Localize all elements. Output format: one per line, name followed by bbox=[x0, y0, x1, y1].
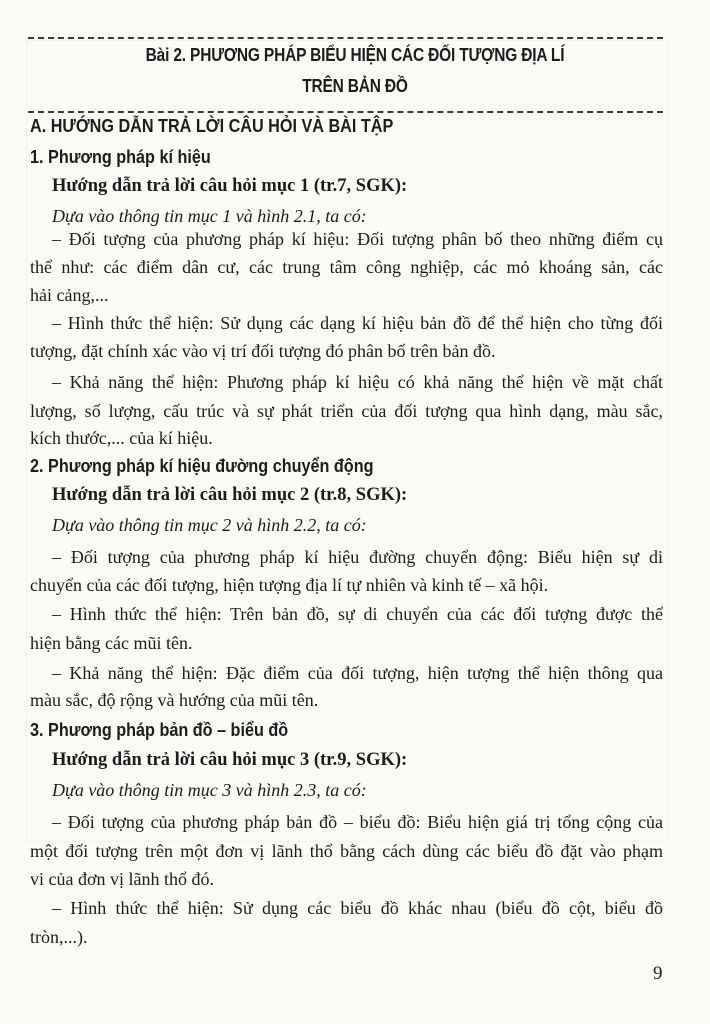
section-3-guide: Hướng dẫn trả lời câu hỏi mục 3 (tr.9, SGK): bbox=[52, 750, 408, 770]
text-line: hiện bằng các mũi tên. bbox=[30, 633, 193, 653]
text-line: – Đối tượng của phương pháp bản đồ – biểu đồ: Biểu hiện giá trị tổng cộng của bbox=[52, 812, 663, 832]
section-2-heading: 2. Phương pháp kí hiệu đường chuyển động bbox=[30, 456, 374, 476]
text-line: thể như: các điểm dân cư, các trung tâm công nghiệp, các mỏ khoáng sản, các bbox=[30, 257, 663, 277]
text-line: vi của đơn vị lãnh thổ đó. bbox=[30, 869, 214, 889]
section-3-intro: Dựa vào thông tin mục 3 và hình 2.3, ta có: bbox=[52, 780, 367, 800]
text-line: một đối tượng trên một đơn vị lãnh thổ bằng cách dùng các biểu đồ đặt vào phạm bbox=[30, 841, 663, 861]
section-3-heading: 3. Phương pháp bản đồ – biểu đồ bbox=[30, 720, 289, 740]
text-line: màu sắc, độ rộng và hướng của mũi tên. bbox=[30, 690, 319, 710]
lesson-title-line1: Bài 2. PHƯƠNG PHÁP BIỂU HIỆN CÁC ĐỐI TƯỢNG ĐỊA LÍ bbox=[145, 45, 565, 65]
text-line: – Khả năng thể hiện: Phương pháp kí hiệu có khả năng thể hiện về mặt chất bbox=[52, 372, 663, 392]
text-line: hải cảng,... bbox=[30, 285, 109, 305]
text-line: – Hình thức thể hiện: Sử dụng các biểu đồ khác nhau (biểu đồ cột, biểu đồ bbox=[52, 898, 663, 918]
text-line: – Hình thức thể hiện: Trên bản đồ, sự di chuyển của các đối tượng được thể bbox=[52, 604, 663, 624]
section-1-heading: 1. Phương pháp kí hiệu bbox=[30, 147, 211, 167]
text-line: chuyển của các đối tượng, hiện tượng địa lí tự nhiên và kinh tế – xã hội. bbox=[30, 575, 549, 595]
text-line: tròn,...). bbox=[30, 927, 88, 947]
top-rule bbox=[28, 37, 663, 39]
page-number: 9 bbox=[653, 963, 663, 984]
section-2-guide: Hướng dẫn trả lời câu hỏi mục 2 (tr.8, SGK): bbox=[52, 485, 408, 505]
text-line: lượng, số lượng, cấu trúc và sự phát triển của đối tượng qua hình dạng, màu sắc, bbox=[30, 401, 663, 421]
section-2-intro: Dựa vào thông tin mục 2 và hình 2.2, ta có: bbox=[52, 515, 367, 535]
section-1-guide: Hướng dẫn trả lời câu hỏi mục 1 (tr.7, SGK): bbox=[52, 176, 408, 196]
section-1-intro: Dựa vào thông tin mục 1 và hình 2.1, ta có: bbox=[52, 206, 367, 226]
text-line: – Khả năng thể hiện: Đặc điểm của đối tượng, hiện tượng thể hiện thông qua bbox=[52, 663, 663, 683]
text-line: – Đối tượng của phương pháp kí hiệu: Đối tượng phân bố theo những điểm cụ bbox=[52, 229, 663, 249]
title-bottom-rule bbox=[28, 111, 663, 113]
lesson-title-line2: TRÊN BẢN ĐỒ bbox=[302, 76, 408, 96]
section-a-heading: A. HƯỚNG DẪN TRẢ LỜI CÂU HỎI VÀ BÀI TẬP bbox=[30, 116, 394, 136]
text-line: – Đối tượng của phương pháp kí hiệu đường chuyển động: Biểu hiện sự di bbox=[52, 547, 663, 567]
text-line: kích thước,... của kí hiệu. bbox=[30, 428, 213, 448]
text-line: – Hình thức thể hiện: Sử dụng các dạng kí hiệu bản đồ để thể hiện cho từng đối bbox=[52, 313, 663, 333]
text-line: tượng, đặt chính xác vào vị trí đối tượng đó phân bố trên bản đồ. bbox=[30, 341, 496, 361]
